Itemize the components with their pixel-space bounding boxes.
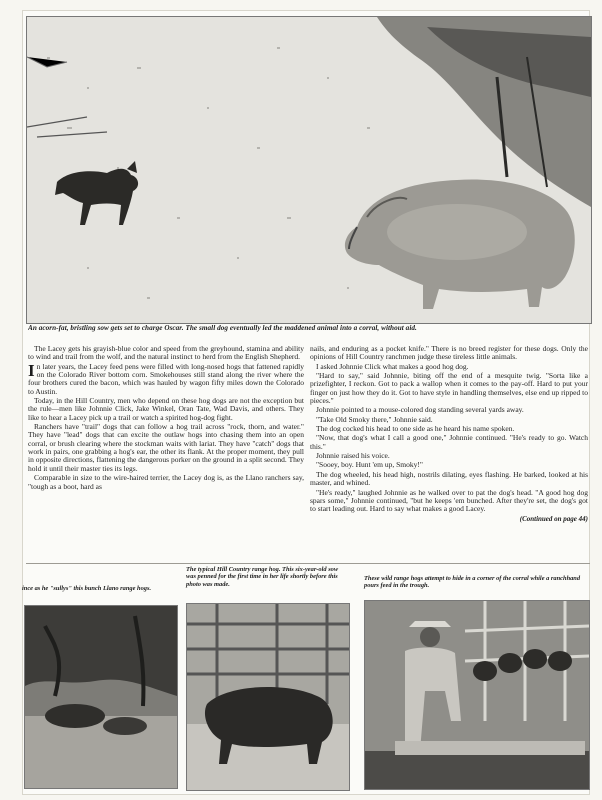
paragraph: Today, in the Hill Country, men who depend on these hog dogs are not the exception but the rule—men like Johnnie Click, Jake Winkel, Oran Tate, Wad Davis, and others. They like to hear a Lacey pick up a trail or watch a spirited hog-dog fight. xyxy=(28,396,304,422)
paragraph-dropcap: In later years, the Lacey feed pens were filled with long-nosed hogs that fattened rapidly on the Colorado River bottom corn. Smokehouses still stand along the river where the four brothers cured the bacon, which was hauled by wagon fifty miles down the Colorado to Austin. xyxy=(28,360,304,396)
paragraph: nails, and enduring as a pocket knife." There is no breed register for these dogs. Only the opinions of Hill Country ranchmen judge these tireless little animals. xyxy=(310,344,588,362)
article-column-1 xyxy=(28,345,304,492)
photo-ranchhand-feeding-hogs xyxy=(364,600,590,790)
paragraph: Johnnie raised his voice. xyxy=(316,451,390,461)
section-divider xyxy=(26,563,590,564)
paragraph: I asked Johnnie Click what makes a good hog dog. xyxy=(316,361,469,371)
hero-photo-sow-and-dog xyxy=(26,16,592,324)
photo2-caption: The typical Hill Country range hog. This six-year-old sow was penned for the first time in her life shortly before this photo was made. xyxy=(186,566,339,588)
paragraph: Ranchers have "trail" dogs that can follow a hog trail across "rock, thorn, and water." They have "lead" dogs that can excite the outlaw hogs into chasing them into an open corral, or brush clearing where the stockman waits with lariat. They have "catch" dogs that work in pairs, one grabbing a hog's ear, the other its flank. At the proper moment, they pull in opposite directions, flattening the dangerous porker on the ground in a split second. They hold it until their master ties its legs. xyxy=(28,422,304,473)
photo-hogs-under-trees xyxy=(24,605,178,789)
paragraph: Johnnie pointed to a mouse-colored dog standing several yards away. xyxy=(316,405,524,415)
article-column-2 xyxy=(310,345,588,523)
photo-range-hog-sow xyxy=(186,603,350,791)
photo1-caption: ince as he "sullys" this bunch Llano range hogs. xyxy=(22,585,152,592)
paragraph: The Lacey gets his grayish-blue color and speed from the greyhound, stamina and ability to wind and trail from the wolf, and the natural instinct to herd from the English Shepherd. xyxy=(28,344,304,362)
paragraph: "Now, that dog's what I call a good one," Johnnie continued. "He's ready to go. Watch this." xyxy=(310,433,588,451)
paragraph: The dog cocked his head to one side as he heard his name spoken. xyxy=(316,424,515,434)
paragraph: The dog wheeled, his head high, nostrils dilating, eyes flashing. He barked, looked at his master, and whined. xyxy=(310,469,588,488)
paragraph: "Hard to say," said Johnnie, biting off the end of a mesquite twig. "Sorta like a prizefighter, I reckon. Got to pack a wallop when it comes to the pay-off. Hard to put your finger on just how they do it. Got to have style in handling themselves, else end up ripped to pieces." xyxy=(310,371,588,406)
paragraph: "Take Old Smoky there," Johnnie said. xyxy=(316,414,433,424)
paragraph: Comparable in size to the wire-haired terrier, the Lacey dog is, as the Llano ranchers say, "tough as a boot, hard as xyxy=(28,473,304,491)
paragraph: "Sooey, boy. Hunt 'em up, Smoky!" xyxy=(316,460,423,470)
photo3-caption: These wild range hogs attempt to hide in a corner of the corral while a ranchhand pours feed in the trough. xyxy=(364,575,581,590)
hero-caption: An acorn-fat, bristling sow gets set to charge Oscar. The small dog eventually led the maddened animal into a corral, without aid. xyxy=(28,324,417,332)
paragraph: "He's ready," laughed Johnnie as he walked over to pat the dog's head. "A good hog dog spars some," Johnnie continued, "but he keeps 'em bunched. After they're set, the dog's got to start leading out. Hard to say what makes a good Lacey. xyxy=(310,487,588,514)
drop-cap: I xyxy=(28,360,35,380)
continued-note: (Continued on page 44) xyxy=(519,514,588,523)
